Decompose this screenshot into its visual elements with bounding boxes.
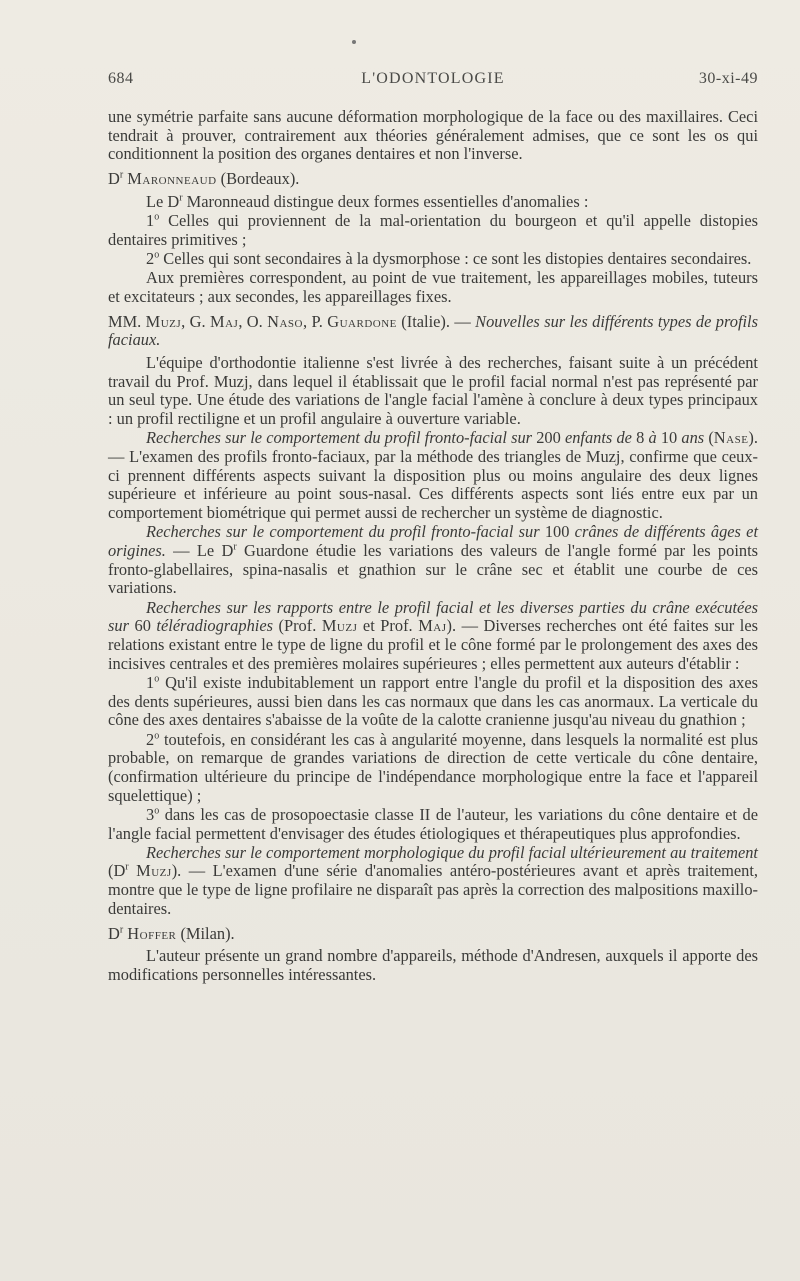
text-run: Maj [418,616,447,636]
text-run: Aux premières correspondent, au point de vue traitement, les appareillages mobiles, tuteurs et excitateurs ; aux secondes, les appareillages fixes. [108,268,758,306]
text-run: ). — Diverses recherches ont été faites sur les relations existant entre le type de ligne du profil et le cône formé par le prolongement des axes des incisives centrales et des premières molaires supérieures ; elles permettent aux auteurs d'établir : [108,616,758,673]
text-run: 2 [146,248,155,268]
page-number: 684 [108,70,134,87]
text-run: (Milan). [176,923,235,943]
text-run: L'auteur présente un grand nombre d'appareils, méthode d'Andresen, auxquels il apporte des modifications personnelles intéressantes. [108,946,758,984]
text-run: Recherches sur le comportement du profil fronto-facial sur [146,522,545,542]
journal-title: L'ODONTOLOGIE [361,70,505,87]
paragraph [108,212,758,249]
text-run: Muzj [136,861,172,881]
text-run: r [179,192,183,204]
text-run: Nouvelles sur les différents types de profils faciaux. [108,311,758,350]
author-line [108,925,758,944]
text-run: 100 [544,522,570,542]
text-run: , O. [238,311,268,331]
text-run: o [154,730,160,742]
paragraph [108,523,758,598]
text-run: r [125,861,129,873]
text-run: Guardone [327,311,397,331]
text-run: et Prof. [357,616,419,636]
paragraph [108,250,758,269]
text-run: enfants de [560,428,637,448]
text-run: (Italie). — [396,311,476,331]
paragraph [108,731,758,806]
text-run: 1 [146,211,155,231]
print-speck [352,40,356,44]
text-run: 200 [536,428,561,448]
text-run: ). — L'examen des profils fronto-faciaux, par la méthode des triangles de Muzj, confirme que ceux-ci prennent différents aspects suivant la disposition plus ou moins angulaire des deux lignes supérieure et inférieure au point sous-nasal. Ces différents aspects sont liés entre eux par un comportement biométrique qui permet aussi de rechercher un système de diagnostic. [108,428,758,523]
text-run: r [233,541,237,553]
paragraph [108,269,758,306]
text-run: — Le D [165,540,234,560]
text-run: crânes de différents âges et origines. [108,522,758,560]
paragraph [108,354,758,429]
text-run: o [154,249,160,261]
issue-date: 30-xi-49 [698,70,758,87]
text-run: Recherches sur le comportement du profil fronto-facial sur [146,428,537,448]
author-line [108,313,758,350]
paragraph [108,429,758,523]
text-run: o [154,673,160,685]
text-run: (D [108,861,126,881]
text-run: Recherches sur les rapports entre le profil facial et les diverses parties du crâne exécutées sur [108,597,758,636]
text-run: (Prof. [272,616,322,636]
text-run: Maronneaud distingue deux formes essentielles d'anomalies : [182,191,589,211]
text-run: dans les cas de prosopoectasie classe II de l'auteur, les variations du cône dentaire et de l'angle facial permettent d'envisager des études étiologiques et thérapeutiques plus approfondies. [108,804,758,843]
text-run: toutefois, en considérant les cas à angularité moyenne, dans lesquels la normalité est plus probable, on remarque de grandes variations de direction de cette verticale du cône dentaire, (confirmation ultérieure du principe de l'indépendance morphologique entre la face et l'appareil squelettique) ; [108,729,758,805]
text-run: , P. [302,311,328,331]
text-run: r [119,169,124,181]
text-run: ans [677,428,705,448]
text-run: Maj [210,311,239,331]
paragraph [108,193,758,212]
text-run: Recherches sur le comportement morphologique du profil facial ultérieurement au traitement [146,842,758,862]
paragraph [108,674,758,730]
text-run: ). — L'examen d'une série d'anomalies antéro-postérieures avant et après traitement, montre que le type de ligne profilaire ne disparaît pas après la correction des malpositions maxillo-dentaires. [108,861,758,918]
text-run: r [119,924,124,936]
text-run: D [108,169,120,189]
paragraph [108,947,758,984]
text-run: Guardone étudie les variations des valeurs de l'angle formé par les points fronto-glabellaires, spina-nasalis et gnathion sur le crâne sec et établit une courbe de ces variations. [108,540,759,598]
paragraph [108,844,758,919]
author-line [108,170,758,189]
text-run: (Bordeaux). [216,169,300,189]
text-run: Muzj [321,616,358,636]
text-run: o [154,805,160,817]
text-run: MM. [108,311,146,331]
text-run: 3 [146,804,155,824]
text-run: Celles qui sont secondaires à la dysmorphose : ce sont les distopies dentaires secondaires. [159,248,752,268]
text-run: ( [704,428,714,448]
text-run: Nase [713,428,749,448]
text-run: , G. [181,311,210,331]
text-run: 60 [134,616,151,636]
text-run: Naso [267,311,303,331]
text-run: Celles qui proviennent de la mal-orientation du bourgeon et qu'il appelle distopies dentaires primitives ; [108,211,758,249]
text-run: à [644,428,661,448]
text-run: Hoffer [127,923,177,943]
text-run: Le D [146,191,180,211]
text-run: o [154,211,160,223]
text-run: une symétrie parfaite sans aucune déformation morphologique de la face ou des maxillaires. Ceci tendrait à prouver, contrairement aux théories généralement admises, que ce sont les os qui conditionnent la position des organes dentaires et non l'inverse. [108,107,758,164]
text-run: 10 [660,428,678,448]
text-run: D [108,923,120,943]
paragraph [108,599,758,674]
body-text [108,108,758,985]
text-run: Muzj [145,311,182,331]
text-run: 8 [636,428,645,448]
text-run: L'équipe d'orthodontie italienne s'est livrée à des recherches, faisant suite à un précédent travail du Prof. Muzj, dans lequel il établissait que le profil facial normal n'est pas représenté par un seul type. Une étude des variations de l'angle facial l'amène à conclure à deux types principaux : un profil rectiligne et un profil angulaire à ouverture variable. [108,352,758,429]
text-run: téléradiographies [150,616,273,636]
text-run: Maronneaud [127,169,217,189]
text-run: 1 [146,672,155,692]
text-run: 2 [146,729,155,749]
text-run: Qu'il existe indubitablement un rapport entre l'angle du profil et la disposition des axes des dents supérieures, aussi bien dans les cas normaux que dans les cas anormaux. La verticale du cône des axes dentaires s'abaisse de la voûte de la calotte cranienne jusqu'au niveau du gnathion ; [108,672,758,730]
paragraph [108,108,758,164]
paragraph [108,806,758,843]
